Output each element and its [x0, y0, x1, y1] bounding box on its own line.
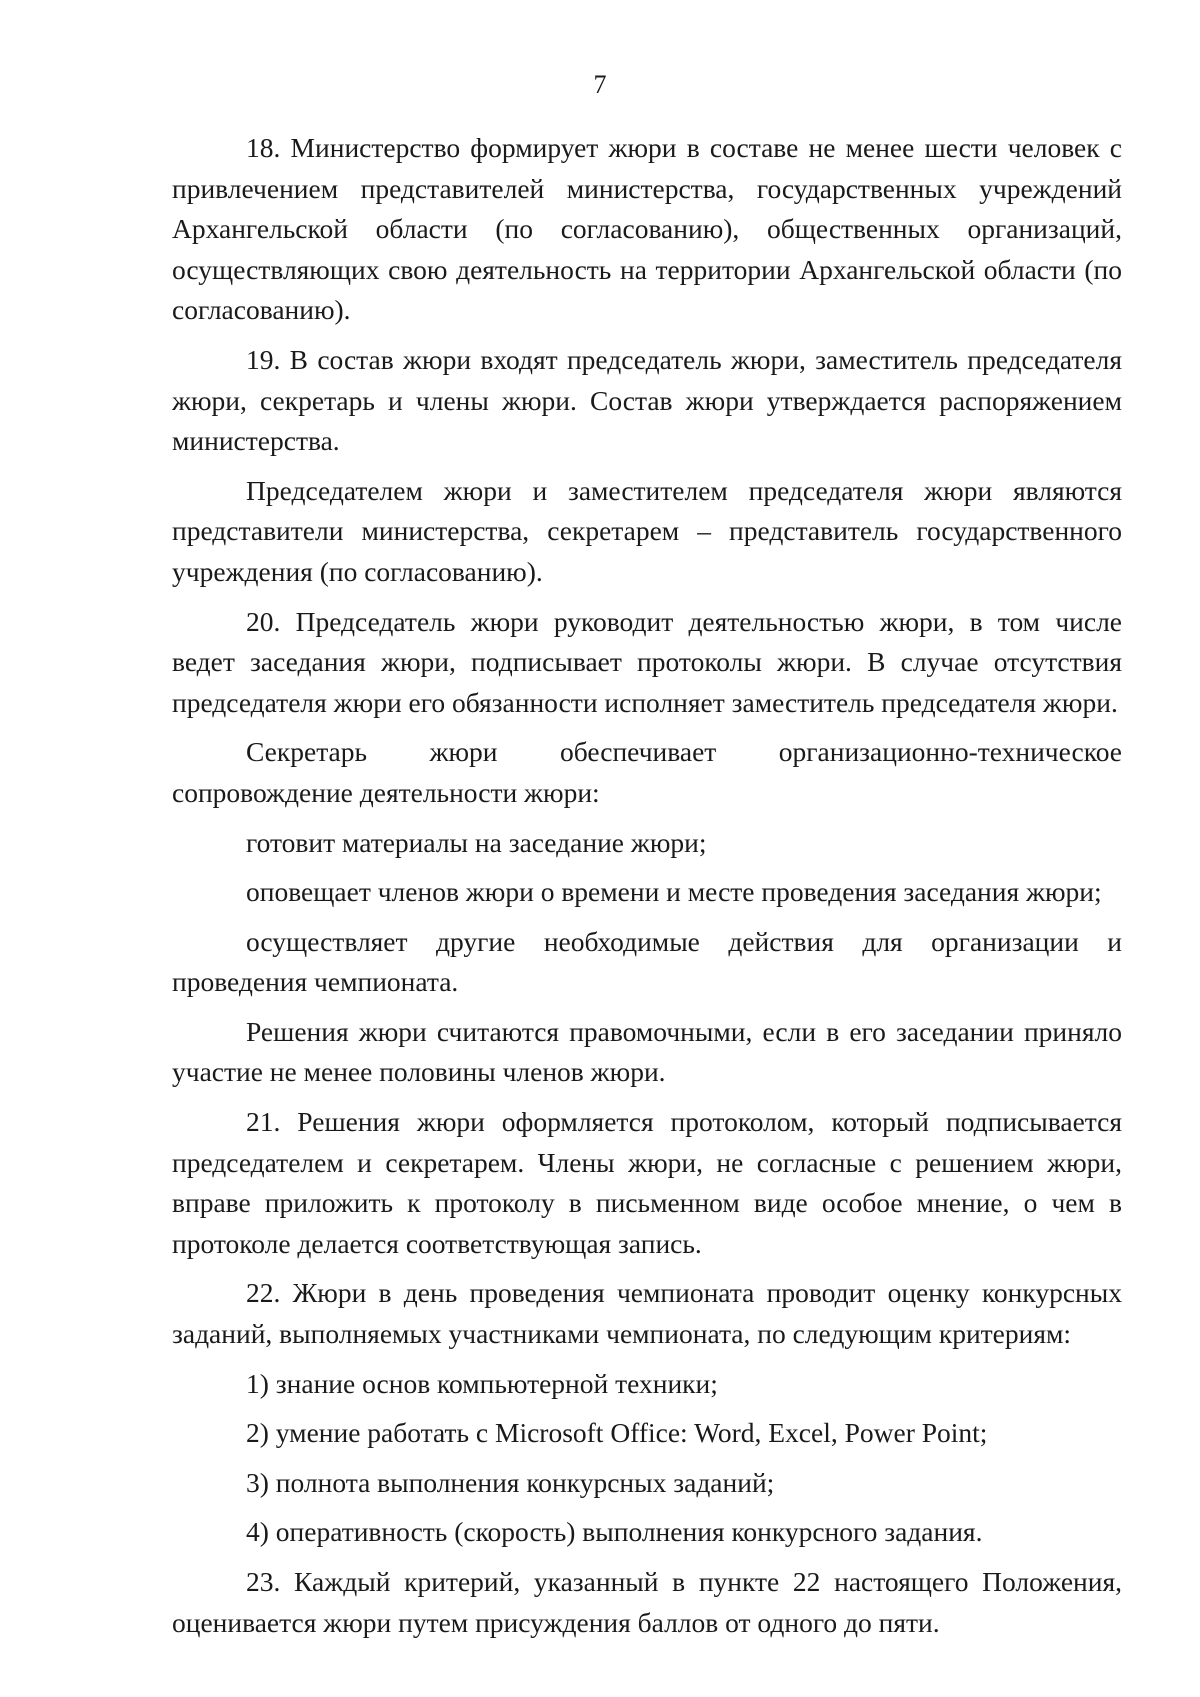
paragraph-22: 22. Жюри в день проведения чемпионата проводит оценку конкурсных заданий, выполняемых участниками чемпионата, по следующим критериям:: [172, 1277, 1122, 1350]
criterion-4: 4) оперативность (скорость) выполнения конкурсного задания.: [246, 1516, 983, 1548]
page-number: 7: [593, 70, 607, 99]
paragraph-23: 23. Каждый критерий, указанный в пункте 22 настоящего Положения, оценивается жюри путем присуждения баллов от одного до пяти.: [172, 1566, 1122, 1638]
secretary-duty-1: готовит материалы на заседание жюри;: [246, 826, 707, 858]
criterion-3: 3) полнота выполнения конкурсных заданий;: [246, 1466, 775, 1498]
secretary-duty-2: оповещает членов жюри о времени и месте проведения заседания жюри;: [246, 876, 1102, 908]
paragraph-19: 19. В состав жюри входят председатель жюри, заместитель председателя жюри, секретарь и члены жюри. Состав жюри утверждается распоряжением министерства.: [172, 343, 1122, 457]
paragraph-chairman: Председателем жюри и заместителем председателя жюри являются представители министерства, секретарем – представитель государственного учреждения (по согласованию).: [172, 474, 1122, 587]
paragraph-quorum: Решения жюри считаются правомочными, если в его заседании приняло участие не менее половины членов жюри.: [172, 1015, 1122, 1088]
paragraph-18: 18. Министерство формирует жюри в составе не менее шести человек с привлечением представителей министерства, государственных учреждений Архангельской области (по согласованию), общественных организаций, осуществляющих свою деятельность на территории Архангельской области (по согласованию).: [172, 132, 1122, 326]
criterion-2: 2) умение работать с Microsoft Office: Word, Excel, Power Point;: [246, 1417, 988, 1449]
document-body: [172, 128, 1122, 1643]
secretary-duty-3: осуществляет другие необходимые действия для организации и проведения чемпионата.: [172, 925, 1122, 998]
paragraph-secretary: Секретарь жюри обеспечивает организационно-техническое сопровождение деятельности жюри:: [172, 736, 1122, 808]
paragraph-21: 21. Решения жюри оформляется протоколом, который подписывается председателем и секретарем. Члены жюри, не согласные с решением жюри, вправе приложить к протоколу в письменном виде особое мнение, о чем в протоколе делается соответствующая запись.: [172, 1106, 1122, 1259]
criterion-1: 1) знание основ компьютерной техники;: [246, 1367, 718, 1399]
paragraph-20: 20. Председатель жюри руководит деятельностью жюри, в том числе ведет заседания жюри, подписывает протоколы жюри. В случае отсутствия председателя жюри его обязанности исполняет заместитель председателя жюри.: [172, 605, 1122, 718]
